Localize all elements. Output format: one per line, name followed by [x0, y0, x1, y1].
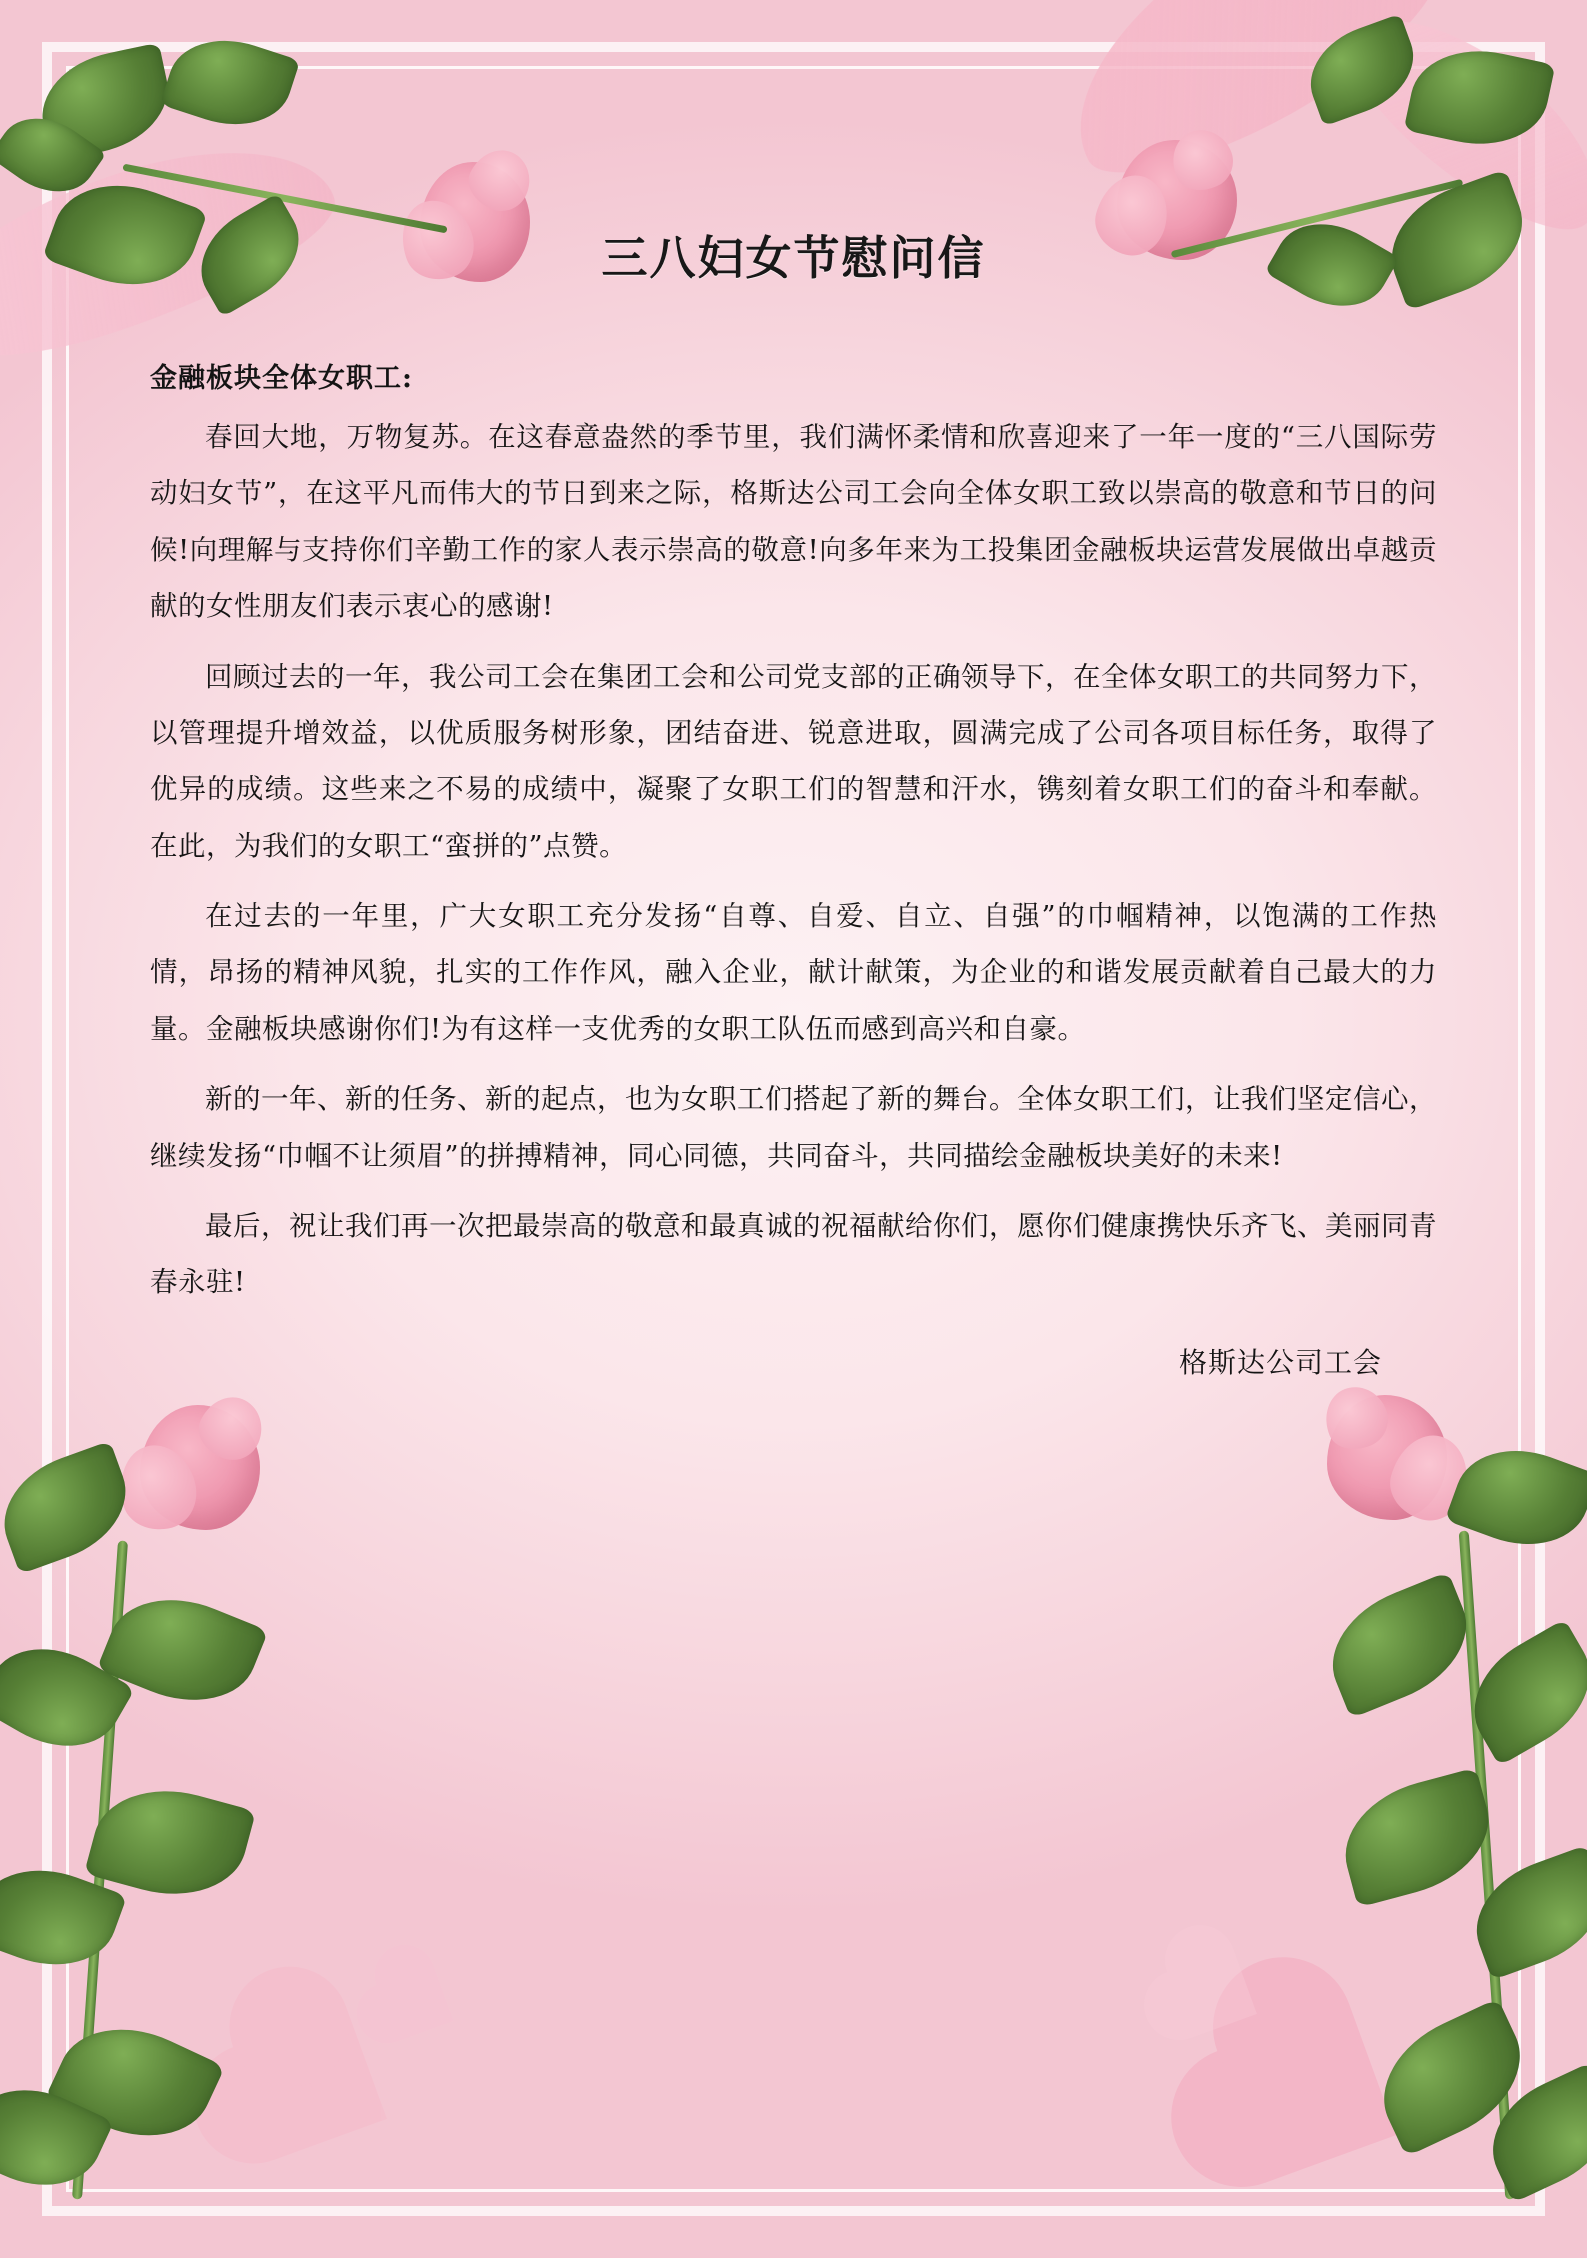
paragraph-4: 新的一年、新的任务、新的起点，也为女职工们搭起了新的舞台。全体女职工们，让我们坚定信心，继续发扬“巾帼不让须眉”的拼搏精神，同心同德，共同奋斗，共同描绘金融板块美好的未来! — [150, 1083, 1437, 1172]
page-title: 三八妇女节慰问信 — [601, 231, 986, 285]
paragraph-3: 在过去的一年里，广大女职工充分发扬“自尊、自爱、自立、自强”的巾帼精神，以饱满的工作热情，昂扬的精神风貌，扎实的工作作风，融入企业，献计献策，为企业的和谐发展贡献着自己最大的力量。金融板块感谢你们!为有这样一支优秀的女职工队伍而感到高兴和自豪。 — [150, 900, 1437, 1045]
paragraph-5: 最后，祝让我们再一次把最崇高的敬意和最真诚的祝福献给你们，愿你们健康携快乐齐飞、美丽同青春永驻! — [150, 1209, 1437, 1299]
paragraph-2: 回顾过去的一年，我公司工会在集团工会和公司党支部的正确领导下，在全体女职工的共同努力下，以管理提升增效益，以优质服务树形象，团结奋进、锐意进取，圆满完成了公司各项目标任务，取得了优异的成绩。这些来之不易的成绩中，凝聚了女职工们的智慧和汗水，镌刻着女职工们的奋斗和奉献。在此，为我们的女职工“蛮拼的”点赞。 — [150, 660, 1437, 862]
signature: 格斯达公司工会 — [1178, 1345, 1382, 1379]
paragraph-1: 春回大地，万物复苏。在这春意盎然的季节里，我们满怀柔情和欣喜迎来了一年一度的“三八国际劳动妇女节”，在这平凡而伟大的节日到来之际，格斯达公司工会向全体女职工致以崇高的敬意和节日的问候!向理解与支持你们辛勤工作的家人表示崇高的敬意!向多年来为工投集团金融板块运营发展做出卓越贡献的女性朋友们表示衷心的感谢! — [150, 421, 1437, 623]
salutation: 金融板块全体女职工: — [150, 363, 413, 394]
